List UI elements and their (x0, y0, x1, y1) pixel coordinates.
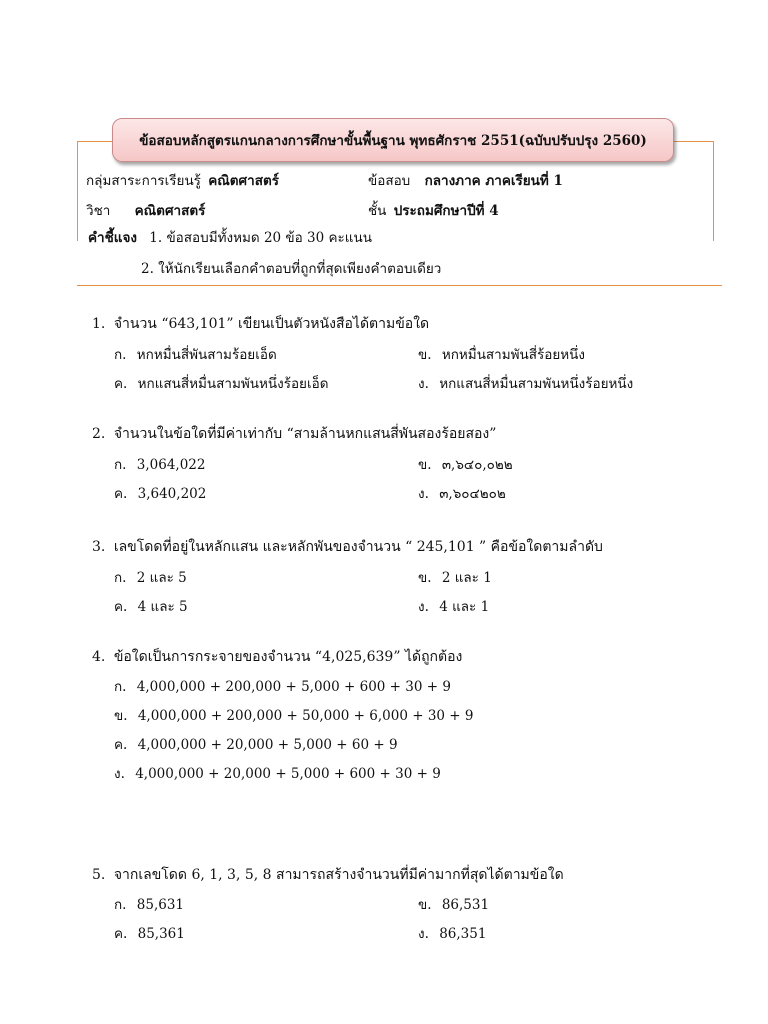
option-text: 85,631 (136, 897, 185, 913)
option-4-a[interactable] (114, 675, 451, 697)
question-number: 1. (92, 316, 106, 332)
header-frame-right (713, 141, 714, 241)
option-5-c[interactable] (114, 922, 185, 944)
option-label: ค. (114, 376, 128, 392)
question-3 (92, 536, 603, 558)
question-number: 2. (92, 426, 106, 442)
question-2 (92, 423, 496, 445)
option-label: ข. (418, 457, 432, 473)
instruction-1: 1. ข้อสอบมีทั้งหมด 20 ข้อ 30 คะแนน (149, 230, 372, 246)
option-text: ๓,๖๐๔๒๐๒ (439, 486, 506, 502)
question-number: 4. (92, 649, 106, 665)
option-text: ๓,๖๔๐,๐๒๒ (441, 457, 513, 473)
option-text: หกหมื่นสามพันสี่ร้อยหนึ่ง (441, 347, 586, 363)
option-text: 4 และ 5 (137, 599, 188, 615)
header-frame-top-left (77, 141, 113, 142)
grade-label: ชั้น (368, 203, 387, 219)
exam-title (112, 118, 674, 162)
option-5-d[interactable] (418, 922, 486, 944)
option-text: 3,640,202 (137, 486, 207, 502)
exam-row (368, 169, 563, 191)
option-2-d[interactable] (418, 482, 506, 504)
group-row (86, 169, 279, 191)
option-3-b[interactable] (418, 566, 492, 588)
subject-label: วิชา (86, 203, 111, 219)
group-label: กลุ่มสาระการเรียนรู้ (86, 173, 201, 189)
option-text: 86,351 (439, 926, 487, 942)
question-1 (92, 313, 429, 335)
option-label: ง. (418, 376, 429, 392)
header-frame-left (77, 141, 78, 241)
option-3-a[interactable] (114, 566, 187, 588)
option-5-b[interactable] (418, 893, 489, 915)
header-frame-top-right (674, 141, 714, 142)
option-label: ค. (114, 926, 128, 942)
question-5 (92, 864, 564, 886)
option-label: ข. (114, 708, 128, 724)
option-text: 4,000,000 + 200,000 + 5,000 + 600 + 30 + 9 (136, 679, 451, 695)
question-number: 3. (92, 539, 106, 555)
option-text: 4,000,000 + 20,000 + 5,000 + 60 + 9 (137, 737, 398, 753)
exam-title-text: ข้อสอบหลักสูตรแกนกลางการศึกษาขั้นพื้นฐาน พุทธศักราช 2551(ฉบับปรับปรุง 2560) (139, 133, 647, 149)
header-divider (77, 285, 722, 286)
option-text: หกแสนสี่หมื่นสามพันหนึ่งร้อยหนึ่ง (439, 376, 634, 392)
option-text: 4 และ 1 (439, 599, 490, 615)
question-text: เลขโดดที่อยู่ในหลักแสน และหลักพันของจำนวน “ 245,101 ” คือข้อใดตามลำดับ (113, 539, 603, 555)
option-text: หกหมื่นสี่พันสามร้อยเอ็ด (136, 347, 277, 363)
option-1-d[interactable] (418, 372, 633, 394)
question-4 (92, 646, 462, 668)
question-text: จำนวนในข้อใดที่มีค่าเท่ากับ “สามล้านหกแสนสี่พันสองร้อยสอง” (113, 426, 497, 442)
group-value: คณิตศาสตร์ (208, 173, 279, 189)
option-text: 2 และ 5 (136, 570, 187, 586)
option-label: ค. (114, 737, 128, 753)
option-text: 3,064,022 (136, 457, 206, 473)
option-1-b[interactable] (418, 343, 585, 365)
option-2-a[interactable] (114, 453, 205, 475)
option-label: ก. (114, 570, 127, 586)
question-text: จำนวน “643,101” เขียนเป็นตัวหนังสือได้ตามข้อใด (113, 316, 430, 332)
option-5-a[interactable] (114, 893, 184, 915)
option-label: ก. (114, 897, 127, 913)
option-2-b[interactable] (418, 453, 513, 475)
question-text: ข้อใดเป็นการกระจายของจำนวน “4,025,639” ได้ถูกต้อง (113, 649, 463, 665)
option-label: ง. (114, 766, 125, 782)
option-4-c[interactable] (114, 733, 398, 755)
option-label: ข. (418, 347, 432, 363)
exam-label: ข้อสอบ (368, 173, 411, 189)
option-label: ง. (418, 599, 429, 615)
option-text: 86,531 (441, 897, 490, 913)
option-3-d[interactable] (418, 595, 489, 617)
option-text: 85,361 (137, 926, 185, 942)
option-label: ค. (114, 599, 128, 615)
option-label: ง. (418, 926, 429, 942)
option-label: ก. (114, 457, 127, 473)
option-label: ง. (418, 486, 429, 502)
option-text: 2 และ 1 (441, 570, 492, 586)
option-label: ค. (114, 486, 128, 502)
option-4-d[interactable] (114, 762, 441, 784)
option-label: ข. (418, 570, 432, 586)
instruction-2: 2. ให้นักเรียนเลือกคำตอบที่ถูกที่สุดเพียงคำตอบเดียว (141, 261, 442, 277)
option-3-c[interactable] (114, 595, 188, 617)
grade-value: ประถมศึกษาปีที่ 4 (393, 203, 499, 219)
option-text: 4,000,000 + 20,000 + 5,000 + 600 + 30 + 9 (135, 766, 441, 782)
option-label: ก. (114, 679, 127, 695)
option-text: 4,000,000 + 200,000 + 50,000 + 6,000 + 30 + 9 (137, 708, 474, 724)
instructions-row (88, 226, 372, 248)
option-1-a[interactable] (114, 343, 277, 365)
option-label: ข. (418, 897, 432, 913)
option-4-b[interactable] (114, 704, 473, 726)
subject-row (86, 199, 205, 221)
option-text: หกแสนสี่หมื่นสามพันหนึ่งร้อยเอ็ด (137, 376, 329, 392)
subject-value: คณิตศาสตร์ (134, 203, 206, 219)
instructions-label: คำชี้แจง (88, 230, 137, 246)
option-2-c[interactable] (114, 482, 206, 504)
question-text: จากเลขโดด 6, 1, 3, 5, 8 สามารถสร้างจำนวนที่มีค่ามากที่สุดได้ตามข้อใด (113, 867, 564, 883)
option-1-c[interactable] (114, 372, 328, 394)
grade-row (368, 199, 499, 221)
question-number: 5. (92, 867, 106, 883)
exam-value: กลางภาค ภาคเรียนที่ 1 (424, 173, 563, 189)
option-label: ก. (114, 347, 127, 363)
